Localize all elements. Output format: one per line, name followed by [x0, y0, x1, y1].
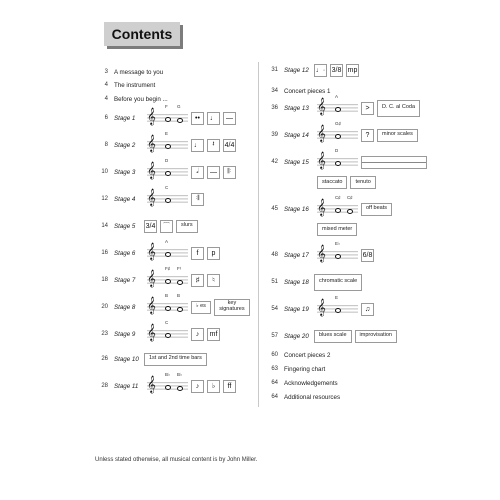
- notation-symbol-icon: f: [191, 247, 204, 260]
- entry-title: Stage 2: [114, 141, 136, 149]
- notation-symbol-icon: ♯: [191, 274, 204, 287]
- treble-clef-icon: 𝄞: [317, 152, 326, 169]
- note-head-icon: [335, 107, 341, 112]
- note-head-icon: [335, 161, 341, 166]
- page-number: 45: [271, 206, 278, 212]
- note-head-icon: [165, 171, 171, 176]
- page-number: 3: [104, 69, 108, 75]
- treble-clef-icon: 𝄞: [317, 245, 326, 262]
- note-head-icon: [177, 307, 183, 312]
- entry-title: Stage 15: [284, 158, 309, 166]
- entry-title: Stage 4: [114, 195, 136, 203]
- toc-entry: [262, 83, 330, 99]
- page-number: 54: [271, 306, 278, 312]
- page-number: 39: [271, 132, 278, 138]
- page-number: 23: [101, 331, 108, 337]
- notation-symbol-icon: ♭: [207, 380, 220, 393]
- toc-entry: [262, 195, 392, 217]
- page-number: 6: [104, 115, 108, 121]
- topic-tag: blues scale: [314, 330, 352, 343]
- toc-entry: [262, 328, 397, 344]
- note-name: C: [165, 320, 169, 325]
- treble-clef-icon: 𝄞: [147, 270, 156, 287]
- page-number: 60: [271, 352, 278, 358]
- music-staff: [317, 94, 358, 117]
- music-staff: [317, 121, 358, 144]
- note-name: G: [177, 104, 181, 109]
- topic-tag: 1st and 2nd time bars: [144, 353, 207, 366]
- topic-tag: D. C. al Coda: [377, 100, 420, 117]
- topic-tag: minor scales: [377, 129, 418, 142]
- note-head-icon: [177, 118, 183, 123]
- entry-title: Stage 7: [114, 276, 136, 284]
- page-number: 63: [271, 366, 278, 372]
- entry-title: Fingering chart: [284, 365, 326, 373]
- topic-tag: tenuto: [350, 176, 375, 189]
- treble-clef-icon: 𝄞: [317, 98, 326, 115]
- toc-entry: [262, 241, 374, 263]
- music-staff: [147, 185, 188, 208]
- note-head-icon: [335, 208, 341, 213]
- toc-entry: [92, 351, 207, 367]
- entry-title: Stage 20: [284, 332, 309, 340]
- entry-title: Stage 10: [114, 355, 139, 363]
- treble-clef-icon: 𝄞: [147, 324, 156, 341]
- notation-symbol-icon: ♩·: [314, 64, 327, 77]
- entry-title: Stage 8: [114, 303, 136, 311]
- entry-title: Stage 17: [284, 251, 309, 259]
- notation-symbol-icon: >: [361, 102, 374, 115]
- entry-title: Concert pieces 2: [284, 351, 331, 359]
- topic-tag: key signatures: [214, 299, 250, 316]
- music-staff: [147, 266, 188, 289]
- toc-entry: [92, 185, 204, 207]
- treble-clef-icon: 𝄞: [317, 199, 326, 216]
- entry-title: Stage 11: [114, 382, 139, 390]
- note-name: C♯: [347, 195, 353, 200]
- entry-title: Stage 14: [284, 131, 309, 139]
- note-name: D: [165, 158, 169, 163]
- toc-entry: [92, 239, 220, 261]
- topic-tag: slurs: [176, 220, 198, 233]
- treble-clef-icon: 𝄞: [147, 376, 156, 393]
- topic-tag: staccato: [317, 176, 347, 189]
- page-number: 26: [101, 356, 108, 362]
- entry-subtopics: [314, 223, 357, 236]
- notation-symbol-icon: 𝄇: [191, 193, 204, 206]
- page-number: 57: [271, 333, 278, 339]
- note-name: B: [177, 293, 181, 298]
- note-head-icon: [335, 134, 341, 139]
- note-name: A: [335, 94, 339, 99]
- topic-tag: mixed meter: [317, 223, 357, 236]
- entry-title: Stage 16: [284, 205, 309, 213]
- entry-title: Acknowledgements: [284, 379, 338, 387]
- music-staff: [317, 195, 358, 218]
- note-head-icon: [165, 333, 171, 338]
- music-staff: [147, 131, 188, 154]
- topic-tag: ♭ es: [191, 301, 211, 314]
- toc-entry: [92, 104, 236, 126]
- page-number: 18: [101, 277, 108, 283]
- entry-title: Stage 18: [284, 278, 309, 286]
- notation-symbol-icon: ••: [191, 112, 204, 125]
- music-staff: [147, 372, 188, 395]
- music-staff: [147, 239, 188, 262]
- notation-symbol-icon: 3/8: [330, 64, 343, 77]
- treble-clef-icon: 𝄞: [147, 135, 156, 152]
- page-number: 34: [271, 88, 278, 94]
- note-name: E♭: [335, 241, 341, 246]
- music-staff: [317, 241, 358, 264]
- note-head-icon: [165, 306, 171, 311]
- toc-entry: [92, 320, 220, 342]
- page-number: 12: [101, 196, 108, 202]
- note-name: F♮: [177, 266, 182, 271]
- toc-entry: [92, 218, 198, 234]
- entry-title: Stage 5: [114, 222, 136, 230]
- music-staff: [147, 158, 188, 181]
- toc-entry: [262, 295, 374, 317]
- notation-symbol-icon: ♪: [191, 328, 204, 341]
- page-number: 20: [101, 304, 108, 310]
- page-number: 4: [104, 82, 108, 88]
- note-head-icon: [165, 385, 171, 390]
- music-staff: [147, 104, 188, 127]
- topic-tag: chromatic scale: [314, 274, 362, 291]
- note-name: E: [165, 131, 169, 136]
- notation-symbol-icon: p: [207, 247, 220, 260]
- entry-title: Stage 6: [114, 249, 136, 257]
- entry-title: Before you begin ...: [114, 95, 168, 103]
- notation-symbol-icon: 6/8: [361, 249, 374, 262]
- entry-title: Stage 19: [284, 305, 309, 313]
- page-number: 31: [271, 67, 278, 73]
- note-head-icon: [165, 279, 171, 284]
- treble-clef-icon: 𝄞: [317, 299, 326, 316]
- page-number: 48: [271, 252, 278, 258]
- credit-footer: Unless stated otherwise, all musical content is by John Miller.: [95, 457, 258, 463]
- music-staff: [147, 320, 188, 343]
- notation-symbol-icon: ♫: [361, 303, 374, 316]
- column-divider: [258, 62, 259, 407]
- note-name: D: [335, 148, 339, 153]
- note-head-icon: [177, 280, 183, 285]
- notation-symbol-icon: 𝄆: [223, 166, 236, 179]
- toc-entry: [92, 372, 236, 394]
- note-head-icon: [177, 386, 183, 391]
- note-name: G♯: [335, 121, 341, 126]
- note-name: E: [335, 295, 339, 300]
- note-name: B♭: [177, 372, 183, 377]
- notation-symbol-icon: ff: [223, 380, 236, 393]
- note-name: F: [165, 104, 168, 109]
- page-number: 42: [271, 159, 278, 165]
- toc-entry: [92, 266, 220, 288]
- note-head-icon: [165, 252, 171, 257]
- treble-clef-icon: 𝄞: [147, 243, 156, 260]
- page-number: 4: [104, 96, 108, 102]
- entry-title: Concert pieces 1: [284, 87, 331, 95]
- treble-clef-icon: 𝄞: [317, 125, 326, 142]
- notation-symbol-icon: mf: [207, 328, 220, 341]
- notation-symbol-icon: ♩: [207, 112, 220, 125]
- note-head-icon: [335, 254, 341, 259]
- page-number: 28: [101, 383, 108, 389]
- notation-symbol-icon: 𝅗𝅥: [191, 166, 204, 179]
- note-head-icon: [165, 117, 171, 122]
- toc-entry: [92, 293, 250, 315]
- music-staff: [317, 295, 358, 318]
- treble-clef-icon: 𝄞: [147, 297, 156, 314]
- notation-symbol-icon: 𝄽: [207, 139, 220, 152]
- page-title: Contents: [104, 22, 180, 46]
- note-name: F♯: [165, 266, 170, 271]
- toc-entry: [262, 62, 359, 78]
- page-number: 64: [271, 394, 278, 400]
- note-head-icon: [165, 198, 171, 203]
- note-name: B♭: [165, 372, 171, 377]
- treble-clef-icon: 𝄞: [147, 162, 156, 179]
- entry-title: Stage 3: [114, 168, 136, 176]
- notation-symbol-icon: ♮: [207, 274, 220, 287]
- notation-symbol-icon: mp: [346, 64, 359, 77]
- music-staff: [317, 148, 358, 171]
- toc-entry: [262, 389, 340, 405]
- entry-title: Stage 13: [284, 104, 309, 112]
- toc-entry: [262, 274, 362, 290]
- note-head-icon: [347, 209, 353, 214]
- treble-clef-icon: 𝄞: [147, 108, 156, 125]
- note-name: A: [165, 239, 169, 244]
- note-head-icon: [165, 144, 171, 149]
- page-number: 51: [271, 279, 278, 285]
- note-name: C: [165, 185, 169, 190]
- toc-entry: [262, 94, 420, 116]
- notation-symbol-icon: —: [207, 166, 220, 179]
- treble-clef-icon: 𝄞: [147, 189, 156, 206]
- entry-title: The instrument: [114, 81, 156, 89]
- note-head-icon: [335, 308, 341, 313]
- page-number: 8: [104, 142, 108, 148]
- page-number: 64: [271, 380, 278, 386]
- page-number: 14: [101, 223, 108, 229]
- toc-entry: [262, 148, 427, 170]
- notation-symbol-icon: ?: [361, 129, 374, 142]
- toc-entry: [262, 121, 418, 143]
- topic-tag: improvisation: [355, 330, 397, 343]
- notation-symbol-icon: ♪: [191, 380, 204, 393]
- topic-tag: [361, 156, 427, 169]
- page-number: 16: [101, 250, 108, 256]
- page-number: 10: [101, 169, 108, 175]
- entry-title: Stage 1: [114, 114, 136, 122]
- entry-title: A message to you: [114, 68, 164, 76]
- entry-subtopics: [314, 176, 376, 189]
- music-staff: [147, 293, 188, 316]
- toc-entry: [92, 158, 236, 180]
- notation-symbol-icon: 3/4: [144, 220, 157, 233]
- notation-symbol-icon: ⌒: [160, 220, 173, 233]
- toc-entry: [92, 131, 236, 153]
- topic-tag: off beats: [361, 203, 392, 216]
- entry-title: Stage 9: [114, 330, 136, 338]
- note-name: C♯: [335, 195, 341, 200]
- notation-symbol-icon: —: [223, 112, 236, 125]
- entry-title: Stage 12: [284, 66, 309, 74]
- entry-title: Additional resources: [284, 393, 341, 401]
- toc-entry: [92, 91, 168, 107]
- notation-symbol-icon: ♩: [191, 139, 204, 152]
- page-number: 36: [271, 105, 278, 111]
- note-name: B: [165, 293, 169, 298]
- notation-symbol-icon: 4/4: [223, 139, 236, 152]
